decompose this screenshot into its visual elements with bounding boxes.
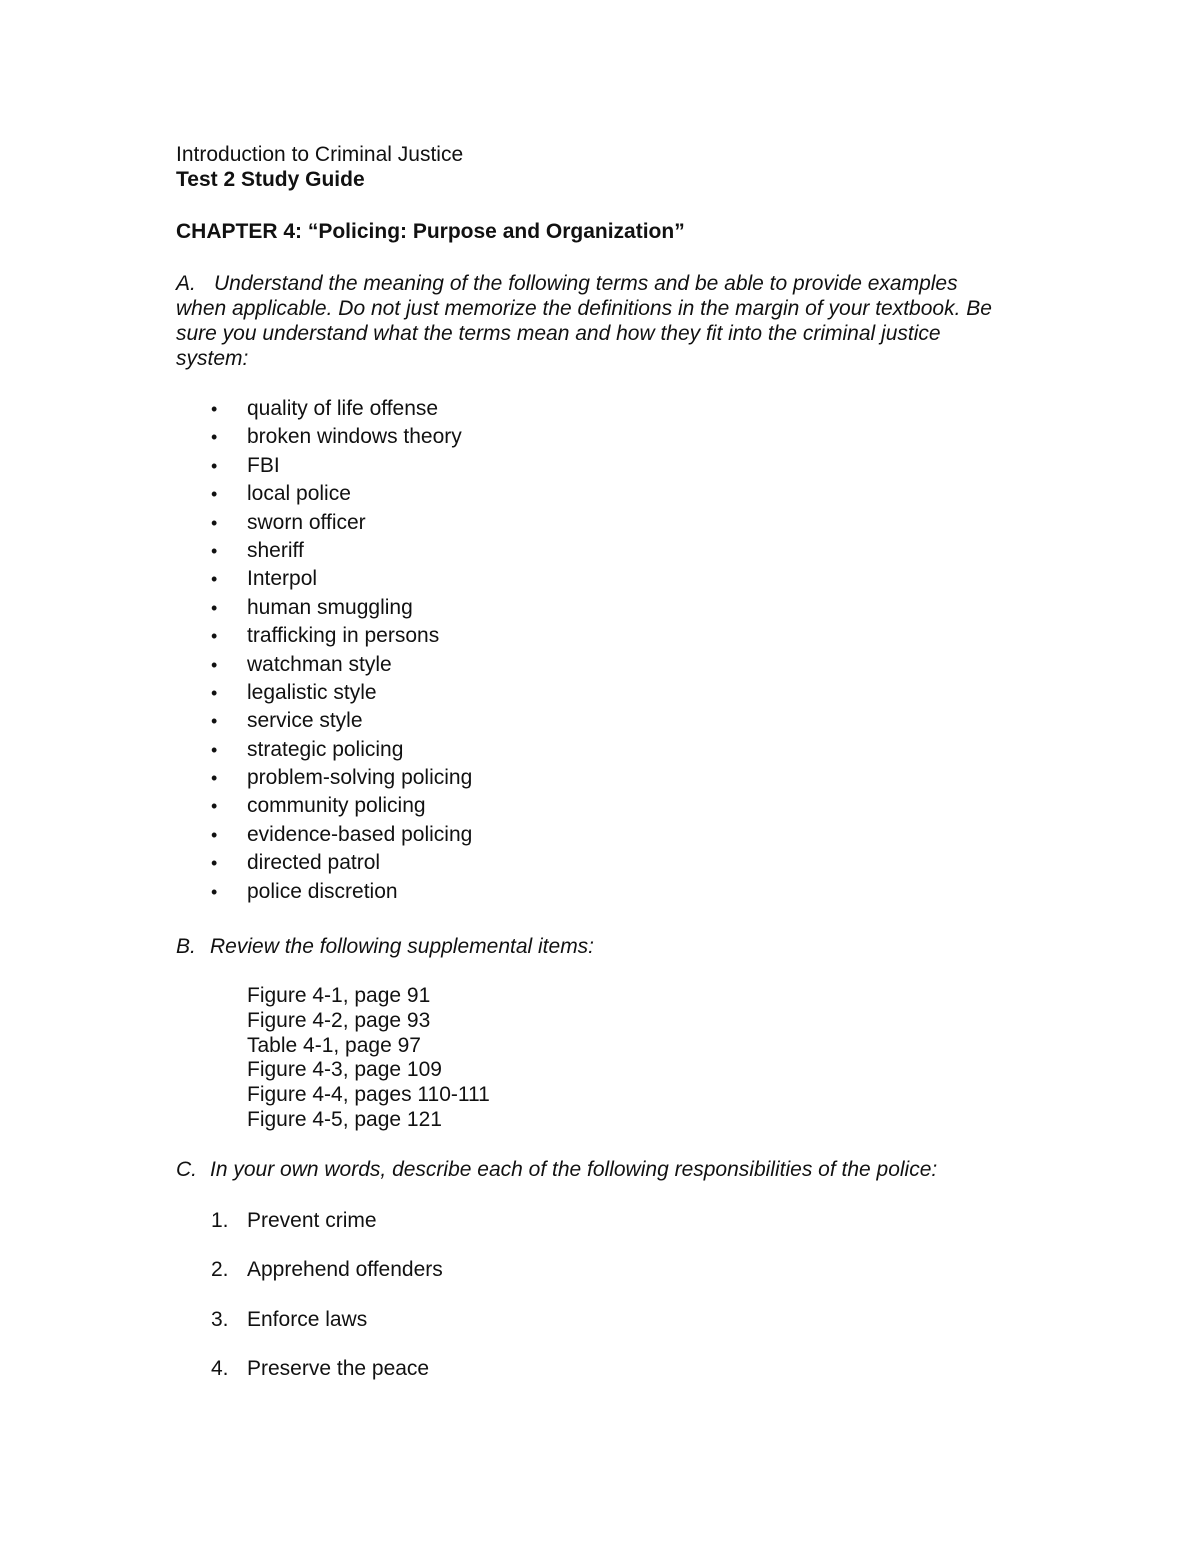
list-item (176, 1307, 1036, 1357)
item-text: Prevent crime (247, 1208, 377, 1232)
term-text: broken windows theory (247, 425, 462, 449)
bullet-icon: • (211, 853, 218, 874)
section-b-instructions (176, 934, 1036, 959)
section-a-line-2: when applicable. Do not just memorize the definitions in the margin of your textbook. Be (176, 297, 992, 320)
bullet-icon: • (211, 824, 218, 845)
term-text: strategic policing (247, 737, 404, 761)
list-item (176, 1208, 1036, 1258)
course-title: Introduction to Criminal Justice (176, 143, 464, 166)
list-item (176, 565, 1036, 593)
item-number: 1. (211, 1208, 229, 1232)
bullet-icon: • (211, 597, 218, 618)
item-text: Apprehend offenders (247, 1258, 443, 1282)
bullet-icon: • (211, 484, 218, 505)
bullet-icon: • (211, 399, 218, 419)
item-number: 2. (211, 1258, 229, 1282)
list-item: Figure 4-1, page 91 (247, 984, 431, 1008)
list-item: Table 4-1, page 97 (247, 1033, 421, 1057)
item-number: 4. (211, 1357, 229, 1381)
item-number: 3. (211, 1307, 229, 1331)
section-b-marker: B. (176, 935, 196, 959)
list-item (176, 537, 1036, 565)
section-a-line-4: system: (176, 347, 249, 370)
term-text: quality of life offense (247, 397, 439, 420)
bullet-icon: • (211, 626, 218, 647)
list-item (176, 679, 1036, 707)
list-item (176, 594, 1036, 622)
item-text: Preserve the peace (247, 1357, 430, 1381)
section-c-text: In your own words, describe each of the following responsibilities of the police: (210, 1157, 938, 1181)
list-item (176, 423, 1036, 451)
term-text: problem-solving policing (247, 766, 473, 790)
list-item (176, 764, 1036, 792)
bullet-icon: • (211, 540, 218, 561)
term-text: legalistic style (247, 680, 377, 704)
list-item (176, 509, 1036, 537)
list-item (176, 707, 1036, 735)
section-b-text: Review the following supplemental items: (210, 935, 595, 959)
list-item (176, 651, 1036, 679)
term-text: local police (247, 482, 351, 506)
list-item (176, 849, 1036, 877)
bullet-icon: • (211, 654, 218, 675)
section-a-marker: A. (176, 272, 196, 295)
list-item (176, 622, 1036, 650)
term-text: human smuggling (247, 595, 413, 619)
bullet-icon: • (211, 739, 218, 760)
spacer (176, 192, 1036, 219)
list-item (176, 1257, 1036, 1307)
guide-title: Test 2 Study Guide (176, 168, 365, 191)
list-item: Figure 4-3, page 109 (247, 1058, 442, 1082)
section-c-marker: C. (176, 1157, 197, 1181)
document-page (176, 142, 1036, 1406)
spacer (176, 244, 1036, 271)
term-text: community policing (247, 794, 426, 818)
term-text: trafficking in persons (247, 624, 440, 648)
term-text: service style (247, 709, 363, 733)
term-text: directed patrol (247, 851, 381, 875)
list-item (176, 1356, 1036, 1406)
list-item (176, 878, 1036, 906)
item-text: Enforce laws (247, 1307, 368, 1331)
section-a-instructions (176, 271, 1036, 371)
bullet-icon: • (211, 455, 218, 476)
term-text: police discretion (247, 879, 398, 903)
list-item (176, 480, 1036, 508)
terms-list (176, 395, 1036, 906)
section-c-instructions (176, 1157, 1036, 1182)
bullet-icon: • (211, 427, 218, 448)
list-item (176, 792, 1036, 820)
term-text: evidence-based policing (247, 822, 473, 846)
chapter-heading: CHAPTER 4: “Policing: Purpose and Organization” (176, 220, 685, 243)
term-text: sworn officer (247, 510, 366, 534)
list-item (176, 395, 1036, 423)
bullet-icon: • (211, 796, 218, 817)
section-a-line-1: Understand the meaning of the following terms and be able to provide examples (214, 272, 958, 295)
bullet-icon: • (211, 512, 218, 533)
list-item: Figure 4-4, pages 110-111 (247, 1083, 490, 1107)
list-item (176, 736, 1036, 764)
term-text: Interpol (247, 567, 318, 591)
section-a-line-3: sure you understand what the terms mean and how they fit into the criminal justice (176, 322, 941, 345)
term-text: watchman style (247, 652, 392, 676)
bullet-icon: • (211, 682, 218, 703)
bullet-icon: • (211, 569, 218, 590)
list-item: Figure 4-2, page 93 (247, 1008, 431, 1032)
supplemental-items (176, 984, 1036, 1133)
term-text: sheriff (247, 538, 304, 562)
list-item (176, 452, 1036, 480)
list-item (176, 821, 1036, 849)
bullet-icon: • (211, 768, 218, 789)
responsibilities-list (176, 1208, 1036, 1406)
bullet-icon: • (211, 711, 218, 732)
list-item: Figure 4-5, page 121 (247, 1108, 442, 1132)
bullet-icon: • (211, 881, 218, 902)
term-text: FBI (247, 453, 280, 477)
